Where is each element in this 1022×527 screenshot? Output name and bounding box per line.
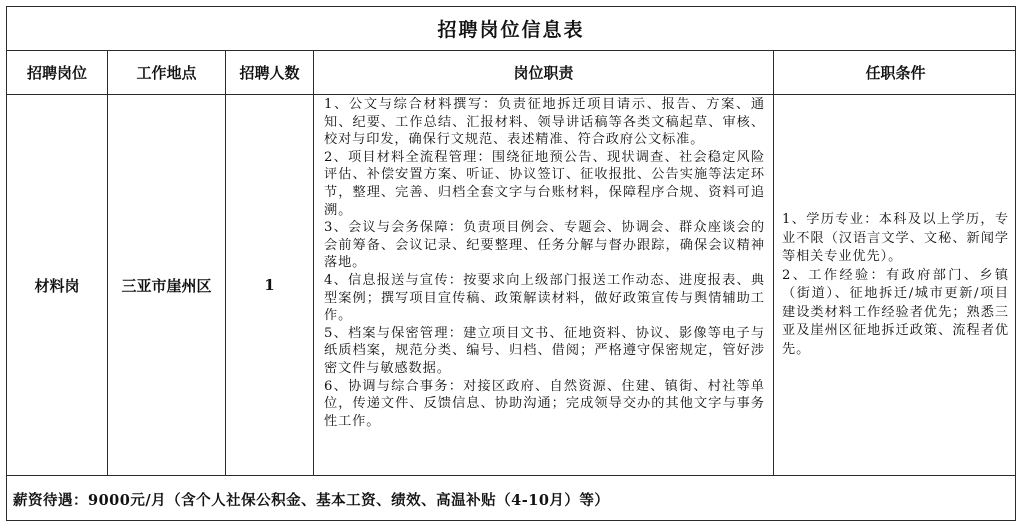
table-title-row	[7, 7, 1015, 51]
header-position: 招聘岗位	[7, 51, 108, 94]
job-info-table	[6, 6, 1016, 521]
header-location: 工作地点	[108, 51, 226, 94]
table-title: 招聘岗位信息表	[437, 19, 585, 41]
cell-location: 三亚市崖州区	[108, 95, 226, 475]
cell-position: 材料岗	[7, 95, 108, 475]
cell-duties	[314, 95, 774, 475]
salary-footer-row	[7, 476, 1015, 522]
header-requirements: 任职条件	[865, 64, 926, 82]
cell-requirements	[774, 95, 1017, 475]
duties-text: 1、公文与综合材料撰写：负责征地拆迁项目请示、报告、方案、通知、纪要、工作总结、汇报材料、领导讲话稿等各类文稿起草、审核、校对与印发，确保行文规范、表述精准、符合政府公文标准。 2、项目材料全流程管理：围绕征地预公告、现状调查、社会稳定风险评估、补偿安置方案、听证、协议签订、征收报批、公告实施等法定环节，整理、完善、归档全套文字与台账材料，保障程序合规、资料可追溯。 3、会议与会务保障：负责项目例会、专题会、协调会、群众座谈会的会前筹备、会议记录、纪要整理、任务分解与督办跟踪，确保会议精神落地。 4、信息报送与宣传：按要求向上级部门报送工作动态、进度报表、典型案例；撰写项目宣传稿、政策解读材料，做好政策宣传与舆情辅助工作。 5、档案与保密管理：建立项目文书、征地资料、协议、影像等电子与纸质档案，规范分类、编号、归档、借阅；严格遵守保密规定，管好涉密文件与敏感数据。 6、协调与综合事务：对接区政府、自然资源、住建、镇街、村社等单位，传递文件、反馈信息、协助沟通；完成领导交办的其他文字与事务性工作。	[324, 97, 765, 429]
salary-text: 薪资待遇：9000元/月（含个人社保公积金、基本工资、绩效、高温补贴（4-10月）等）	[13, 491, 610, 509]
header-count: 招聘人数	[226, 51, 314, 94]
table-row	[7, 95, 1015, 476]
table-header-row	[7, 51, 1015, 95]
header-duties: 岗位职责	[314, 51, 774, 94]
cell-count: 1	[226, 95, 314, 475]
requirements-text: 1、学历专业：本科及以上学历，专业不限（汉语言文学、文秘、新闻学等相关专业优先）。 2、工作经验：有政府部门、乡镇（街道）、征地拆迁/城市更新/项目建设类材料工作经验者优先；熟悉三亚及崖州区征地拆迁政策、流程者优先。	[782, 212, 1009, 357]
